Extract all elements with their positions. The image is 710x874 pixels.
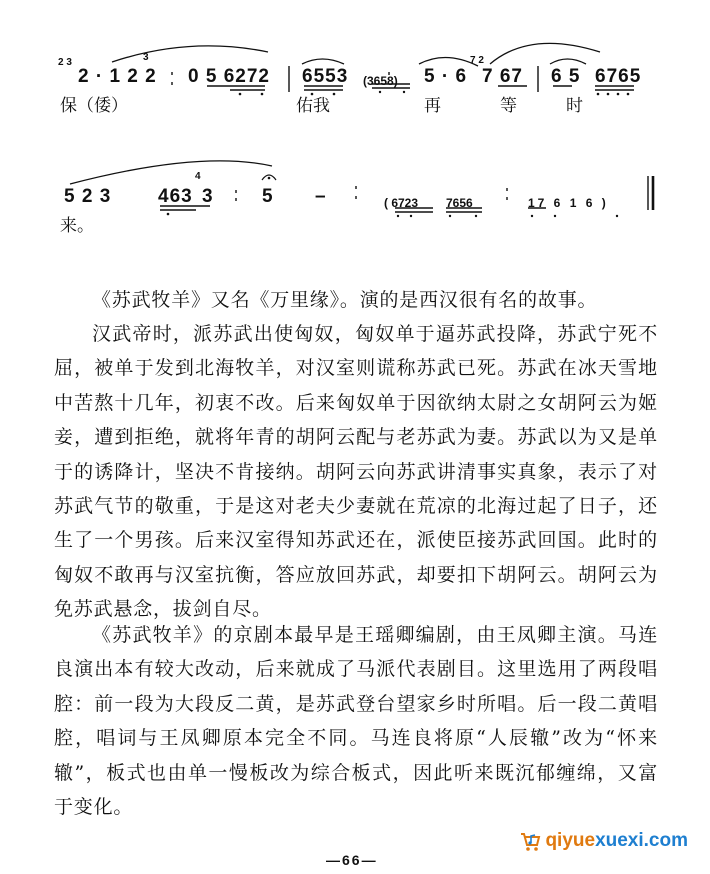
note-group: 7656 xyxy=(446,196,473,210)
note-group: 6553 xyxy=(302,66,349,87)
note-group: (3658) xyxy=(363,74,398,88)
note-group: 5 · 6 xyxy=(424,66,468,87)
grace-mark: 2 3 xyxy=(58,57,72,68)
slur xyxy=(302,59,344,64)
slur xyxy=(490,43,600,64)
note-group: 2 · 1 2 2 xyxy=(78,66,157,87)
lyric: 来。 xyxy=(60,216,94,236)
watermark-text-part2: xuexi.com xyxy=(595,830,688,851)
note-group: 3 xyxy=(202,186,214,207)
grace-mark: 4 xyxy=(195,171,201,182)
lyric: 再 xyxy=(424,96,441,116)
grace-mark: 7 2 xyxy=(470,55,484,66)
note-group: 7 67 xyxy=(482,66,523,87)
slur xyxy=(112,46,268,62)
jianpu-score xyxy=(0,0,710,250)
history-paragraph: 《苏武牧羊》的京剧本最早是王瑶卿编剧，由王凤卿主演。马连良演出本有较大改动，后来就成了马派代表剧目。这里选用了两段唱腔：前一段为大段反二黄，是苏武登台望家乡时所唱。后一段二黄唱腔，唱词与王凤卿原本完全不同。马连良将原“人辰辙”改为“怀来辙”，板式也由单一慢板改为综合板式，因此听来既沉郁缠绵，又富于变化。 xyxy=(54,624,658,819)
lyric: 保（倭） xyxy=(60,96,128,116)
note-group: 0 5 6272 xyxy=(188,66,270,87)
page-number: —66— xyxy=(326,852,378,868)
story-paragraph: 汉武帝时，派苏武出使匈奴，匈奴单于逼苏武投降，苏武宁死不屈，被单于发到北海牧羊，对汉室则谎称苏武已死。苏武在冰天雪地中苦熬十几年，初衷不改。后来匈奴单于因欲纳太尉之女胡阿云为姬妾，遭到拒绝，就将年青的胡阿云配与老苏武为妻。苏武以为又是单于的诱降计，坚决不肯接纳。胡阿云向苏武讲清事实真象，表示了对苏武气节的敬重，于是这对老夫少妻就在荒凉的北海过起了日子，还生了一个男孩。后来汉室得知苏武还在，派使臣接苏武回国。此时的匈奴不敢再与汉室抗衡，答应放回苏武，却要扣下胡阿云。胡阿云为免苏武悬念，拔剑自尽。 xyxy=(54,323,658,621)
note-group: ( 6723 xyxy=(384,196,419,210)
watermark-text-part1: qiyue xyxy=(545,830,596,851)
slur xyxy=(70,161,272,184)
note-group: 463 xyxy=(158,186,193,207)
note-group: 6 5 xyxy=(551,66,581,87)
note-group: 6765 xyxy=(595,66,642,87)
intro-paragraph: 《苏武牧羊》又名《万里缘》。演的是西汉很有名的故事。 xyxy=(92,289,598,311)
watermark xyxy=(519,830,688,852)
note-group: 17 6 1 6 ) xyxy=(528,196,609,210)
music-cart-icon xyxy=(519,830,541,852)
lyric: 时 xyxy=(566,96,583,116)
note-group: 5 xyxy=(262,186,274,207)
note-group: – xyxy=(315,186,327,207)
lyric: 佑我 xyxy=(296,96,330,116)
lyric: 等 xyxy=(500,96,517,116)
note-group: 5 2 3 xyxy=(64,186,112,207)
slur xyxy=(550,59,586,64)
grace-mark: 3 xyxy=(143,52,149,63)
